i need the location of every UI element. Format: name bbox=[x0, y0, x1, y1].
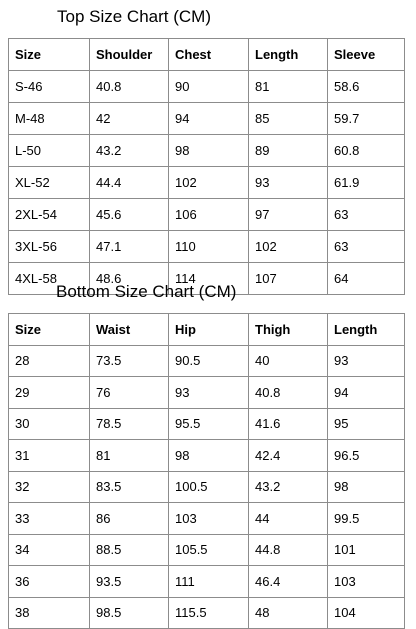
table-cell: 98 bbox=[169, 440, 249, 472]
table-cell: S-46 bbox=[9, 71, 90, 103]
column-header-sleeve: Sleeve bbox=[328, 39, 405, 71]
table-cell: 73.5 bbox=[90, 345, 169, 377]
table-cell: 60.8 bbox=[328, 135, 405, 167]
table-cell: 42 bbox=[90, 103, 169, 135]
table-cell: 99.5 bbox=[328, 503, 405, 535]
table-cell: 40 bbox=[249, 345, 328, 377]
top-table-body bbox=[9, 71, 405, 295]
table-cell: 38 bbox=[9, 597, 90, 629]
table-cell: 2XL-54 bbox=[9, 199, 90, 231]
top-size-table bbox=[8, 38, 405, 295]
table-cell: 111 bbox=[169, 566, 249, 598]
table-cell: 48 bbox=[249, 597, 328, 629]
table-cell: 93.5 bbox=[90, 566, 169, 598]
table-cell: 103 bbox=[169, 503, 249, 535]
table-cell: 28 bbox=[9, 345, 90, 377]
table-cell: 58.6 bbox=[328, 71, 405, 103]
table-cell: 104 bbox=[328, 597, 405, 629]
table-cell: 32 bbox=[9, 471, 90, 503]
table-cell: M-48 bbox=[9, 103, 90, 135]
table-cell: 86 bbox=[90, 503, 169, 535]
table-cell: 40.8 bbox=[90, 71, 169, 103]
table-cell: 34 bbox=[9, 534, 90, 566]
table-cell: 100.5 bbox=[169, 471, 249, 503]
bottom-size-chart-title: Bottom Size Chart (CM) bbox=[56, 282, 237, 301]
top-size-chart-title: Top Size Chart (CM) bbox=[57, 7, 211, 26]
table-cell: 88.5 bbox=[90, 534, 169, 566]
table-cell: 96.5 bbox=[328, 440, 405, 472]
table-cell: 44.8 bbox=[249, 534, 328, 566]
table-cell: 115.5 bbox=[169, 597, 249, 629]
table-cell: 43.2 bbox=[90, 135, 169, 167]
table-cell: 103 bbox=[328, 566, 405, 598]
table-cell: 36 bbox=[9, 566, 90, 598]
table-cell: 45.6 bbox=[90, 199, 169, 231]
table-cell: 33 bbox=[9, 503, 90, 535]
table-row bbox=[9, 135, 405, 167]
column-header-chest: Chest bbox=[169, 39, 249, 71]
table-row bbox=[9, 597, 405, 629]
table-cell: 83.5 bbox=[90, 471, 169, 503]
column-header-waist: Waist bbox=[90, 314, 169, 346]
table-cell: 105.5 bbox=[169, 534, 249, 566]
column-header-length: Length bbox=[249, 39, 328, 71]
table-cell: 94 bbox=[328, 377, 405, 409]
table-header-row bbox=[9, 314, 405, 346]
table-row bbox=[9, 231, 405, 263]
table-cell: 95 bbox=[328, 408, 405, 440]
table-cell: 98 bbox=[328, 471, 405, 503]
table-cell: XL-52 bbox=[9, 167, 90, 199]
table-cell: 85 bbox=[249, 103, 328, 135]
table-cell: 43.2 bbox=[249, 471, 328, 503]
table-cell: 90.5 bbox=[169, 345, 249, 377]
table-cell: 76 bbox=[90, 377, 169, 409]
table-row bbox=[9, 471, 405, 503]
table-cell: 42.4 bbox=[249, 440, 328, 472]
table-cell: L-50 bbox=[9, 135, 90, 167]
table-row bbox=[9, 566, 405, 598]
table-row bbox=[9, 440, 405, 472]
table-row bbox=[9, 503, 405, 535]
table-cell: 30 bbox=[9, 408, 90, 440]
table-cell: 89 bbox=[249, 135, 328, 167]
table-cell: 48.6 bbox=[90, 263, 169, 295]
table-cell: 90 bbox=[169, 71, 249, 103]
table-cell: 93 bbox=[249, 167, 328, 199]
table-cell: 98 bbox=[169, 135, 249, 167]
table-cell: 102 bbox=[169, 167, 249, 199]
table-cell: 95.5 bbox=[169, 408, 249, 440]
table-cell: 94 bbox=[169, 103, 249, 135]
table-row bbox=[9, 71, 405, 103]
table-cell: 81 bbox=[249, 71, 328, 103]
column-header-shoulder: Shoulder bbox=[90, 39, 169, 71]
table-row bbox=[9, 199, 405, 231]
table-cell: 44.4 bbox=[90, 167, 169, 199]
table-row bbox=[9, 408, 405, 440]
table-cell: 93 bbox=[169, 377, 249, 409]
column-header-size: Size bbox=[9, 39, 90, 71]
table-cell: 41.6 bbox=[249, 408, 328, 440]
table-cell: 3XL-56 bbox=[9, 231, 90, 263]
table-cell: 61.9 bbox=[328, 167, 405, 199]
table-row bbox=[9, 167, 405, 199]
column-header-size: Size bbox=[9, 314, 90, 346]
table-cell: 78.5 bbox=[90, 408, 169, 440]
table-cell: 97 bbox=[249, 199, 328, 231]
table-cell: 63 bbox=[328, 199, 405, 231]
column-header-length: Length bbox=[328, 314, 405, 346]
table-cell: 114 bbox=[169, 263, 249, 295]
table-row bbox=[9, 534, 405, 566]
table-cell: 107 bbox=[249, 263, 328, 295]
table-row bbox=[9, 103, 405, 135]
table-cell: 29 bbox=[9, 377, 90, 409]
table-header-row bbox=[9, 39, 405, 71]
table-cell: 110 bbox=[169, 231, 249, 263]
bottom-table-body bbox=[9, 345, 405, 629]
table-row bbox=[9, 377, 405, 409]
table-cell: 47.1 bbox=[90, 231, 169, 263]
table-cell: 102 bbox=[249, 231, 328, 263]
table-cell: 93 bbox=[328, 345, 405, 377]
table-cell: 59.7 bbox=[328, 103, 405, 135]
table-cell: 46.4 bbox=[249, 566, 328, 598]
table-cell: 63 bbox=[328, 231, 405, 263]
table-cell: 4XL-58 bbox=[9, 263, 90, 295]
table-cell: 101 bbox=[328, 534, 405, 566]
table-cell: 40.8 bbox=[249, 377, 328, 409]
table-row bbox=[9, 345, 405, 377]
table-cell: 81 bbox=[90, 440, 169, 472]
table-cell: 31 bbox=[9, 440, 90, 472]
table-cell: 64 bbox=[328, 263, 405, 295]
table-cell: 98.5 bbox=[90, 597, 169, 629]
bottom-size-table bbox=[8, 313, 405, 629]
table-cell: 44 bbox=[249, 503, 328, 535]
column-header-hip: Hip bbox=[169, 314, 249, 346]
table-cell: 106 bbox=[169, 199, 249, 231]
column-header-thigh: Thigh bbox=[249, 314, 328, 346]
